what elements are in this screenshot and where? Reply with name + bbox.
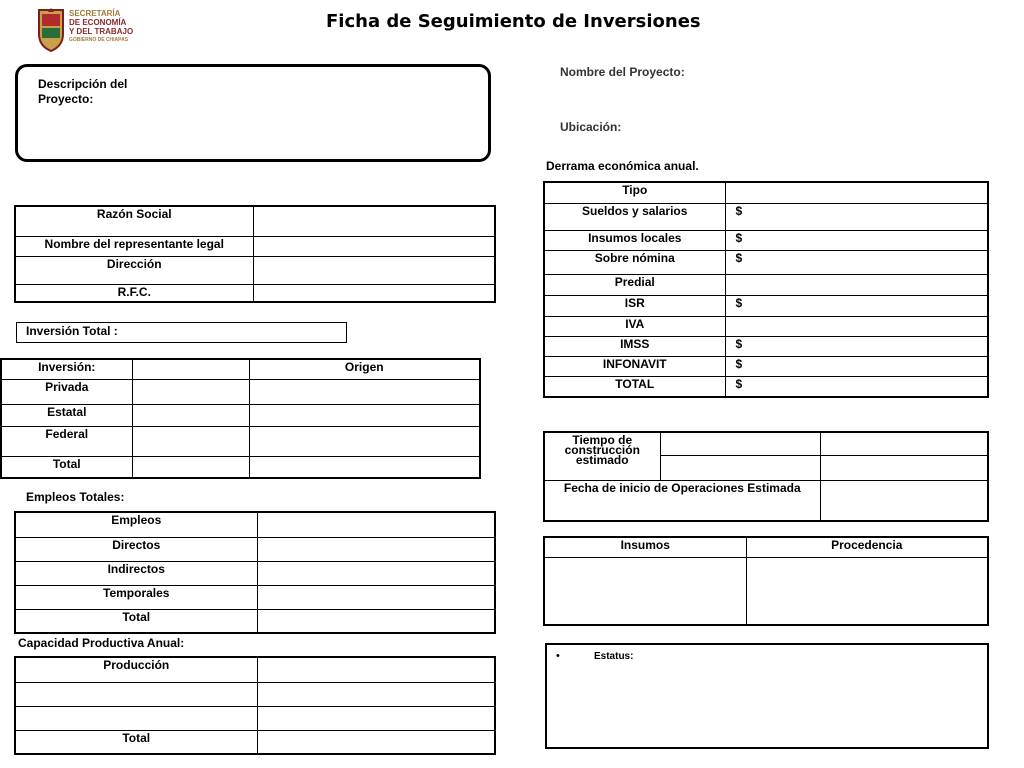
investment-header-origen: Origen bbox=[249, 359, 480, 379]
employment-row-indirectos: Indirectos bbox=[15, 561, 257, 585]
impact-label: IMSS bbox=[544, 336, 725, 356]
capacity-row-blank[interactable] bbox=[15, 682, 257, 706]
logo-line-2: DE ECONOMÍA bbox=[69, 18, 127, 27]
impact-label: Insumos locales bbox=[544, 230, 725, 250]
employment-row-total: Total bbox=[15, 609, 257, 633]
investment-amount-field[interactable] bbox=[132, 379, 249, 404]
impact-value-field[interactable]: $ bbox=[725, 230, 988, 250]
operations-start-label: Fecha de inicio de Operaciones Estimada bbox=[544, 480, 820, 521]
status-label: Estatus: bbox=[594, 651, 634, 662]
capacity-value-field[interactable] bbox=[257, 682, 495, 706]
economic-impact-table bbox=[543, 181, 989, 398]
project-name-label: Nombre del Proyecto: bbox=[560, 65, 685, 79]
impact-value-field[interactable]: $ bbox=[725, 295, 988, 316]
impact-value-field[interactable] bbox=[725, 316, 988, 336]
investment-row-estatal: Estatal bbox=[1, 404, 132, 426]
impact-value-field[interactable]: $ bbox=[725, 376, 988, 397]
capacity-title: Capacidad Productiva Anual: bbox=[18, 636, 185, 650]
investment-row-total: Total bbox=[1, 456, 132, 478]
coat-of-arms-icon bbox=[36, 6, 66, 52]
operations-start-field[interactable] bbox=[820, 480, 988, 521]
impact-value-field[interactable]: $ bbox=[725, 336, 988, 356]
inputs-header-procedencia: Procedencia bbox=[746, 537, 988, 557]
employment-row-directos: Directos bbox=[15, 537, 257, 561]
project-description-label: Descripción del Proyecto: bbox=[38, 77, 128, 106]
employment-table bbox=[14, 511, 496, 634]
location-label: Ubicación: bbox=[560, 120, 622, 134]
investment-origin-field[interactable] bbox=[249, 379, 480, 404]
impact-label: Tipo bbox=[544, 182, 725, 203]
capacity-value-field[interactable] bbox=[257, 657, 495, 682]
construction-time-label: Tiempo de construcción estimado bbox=[544, 432, 660, 480]
investment-amount-field[interactable] bbox=[132, 404, 249, 426]
employment-value-field[interactable] bbox=[257, 609, 495, 633]
impact-label: Sueldos y salarios bbox=[544, 203, 725, 230]
investment-row-federal: Federal bbox=[1, 426, 132, 456]
employment-title: Empleos Totales: bbox=[26, 490, 125, 504]
page-title: Ficha de Seguimiento de Inversiones bbox=[326, 11, 701, 32]
investment-row-privada: Privada bbox=[1, 379, 132, 404]
company-value-field[interactable] bbox=[253, 284, 495, 302]
investment-header-empty bbox=[132, 359, 249, 379]
impact-value-field[interactable] bbox=[725, 274, 988, 295]
company-label-representante: Nombre del representante legal bbox=[15, 236, 253, 256]
construction-time-field[interactable] bbox=[820, 455, 988, 480]
company-label-direccion: Dirección bbox=[15, 256, 253, 284]
impact-value-field[interactable] bbox=[725, 182, 988, 203]
economic-impact-title: Derrama económica anual. bbox=[546, 159, 699, 173]
timeline-table bbox=[543, 431, 989, 522]
capacity-row-blank[interactable] bbox=[15, 706, 257, 730]
total-investment-label: Inversión Total : bbox=[26, 324, 118, 338]
investment-origin-field[interactable] bbox=[249, 404, 480, 426]
impact-value-field[interactable]: $ bbox=[725, 356, 988, 376]
investment-header-inversion: Inversión: bbox=[1, 359, 132, 379]
capacity-row-total: Total bbox=[15, 730, 257, 754]
impact-value-field[interactable]: $ bbox=[725, 250, 988, 274]
logo bbox=[36, 6, 146, 52]
inputs-table bbox=[543, 536, 989, 626]
impact-label: ISR bbox=[544, 295, 725, 316]
impact-label: IVA bbox=[544, 316, 725, 336]
capacity-row-produccion: Producción bbox=[15, 657, 257, 682]
employment-value-field[interactable] bbox=[257, 561, 495, 585]
logo-line-4: GOBIERNO DE CHIAPAS bbox=[69, 37, 129, 43]
impact-value-field[interactable]: $ bbox=[725, 203, 988, 230]
impact-label: INFONAVIT bbox=[544, 356, 725, 376]
status-bullet: • bbox=[556, 650, 560, 662]
company-value-field[interactable] bbox=[253, 256, 495, 284]
capacity-table bbox=[14, 656, 496, 755]
origin-field[interactable] bbox=[746, 557, 988, 625]
company-table bbox=[14, 205, 496, 303]
inputs-field[interactable] bbox=[544, 557, 746, 625]
impact-label: Sobre nómina bbox=[544, 250, 725, 274]
investment-table bbox=[0, 358, 481, 479]
employment-value-field[interactable] bbox=[257, 585, 495, 609]
inputs-header-insumos: Insumos bbox=[544, 537, 746, 557]
employment-row-empleos: Empleos bbox=[15, 512, 257, 537]
logo-line-3: Y DEL TRABAJO bbox=[69, 27, 134, 36]
capacity-value-field[interactable] bbox=[257, 706, 495, 730]
employment-value-field[interactable] bbox=[257, 537, 495, 561]
capacity-value-field[interactable] bbox=[257, 730, 495, 754]
company-value-field[interactable] bbox=[253, 236, 495, 256]
company-value-field[interactable] bbox=[253, 206, 495, 236]
construction-time-field[interactable] bbox=[820, 432, 988, 455]
company-label-rfc: R.F.C. bbox=[15, 284, 253, 302]
employment-value-field[interactable] bbox=[257, 512, 495, 537]
investment-amount-field[interactable] bbox=[132, 456, 249, 478]
investment-origin-field[interactable] bbox=[249, 456, 480, 478]
logo-line-1: SECRETARÍA bbox=[69, 9, 121, 18]
investment-origin-field[interactable] bbox=[249, 426, 480, 456]
company-label-razon: Razón Social bbox=[15, 206, 253, 236]
construction-time-field[interactable] bbox=[660, 455, 820, 480]
investment-amount-field[interactable] bbox=[132, 426, 249, 456]
impact-label: Predial bbox=[544, 274, 725, 295]
impact-label: TOTAL bbox=[544, 376, 725, 397]
employment-row-temporales: Temporales bbox=[15, 585, 257, 609]
construction-time-field[interactable] bbox=[660, 432, 820, 455]
